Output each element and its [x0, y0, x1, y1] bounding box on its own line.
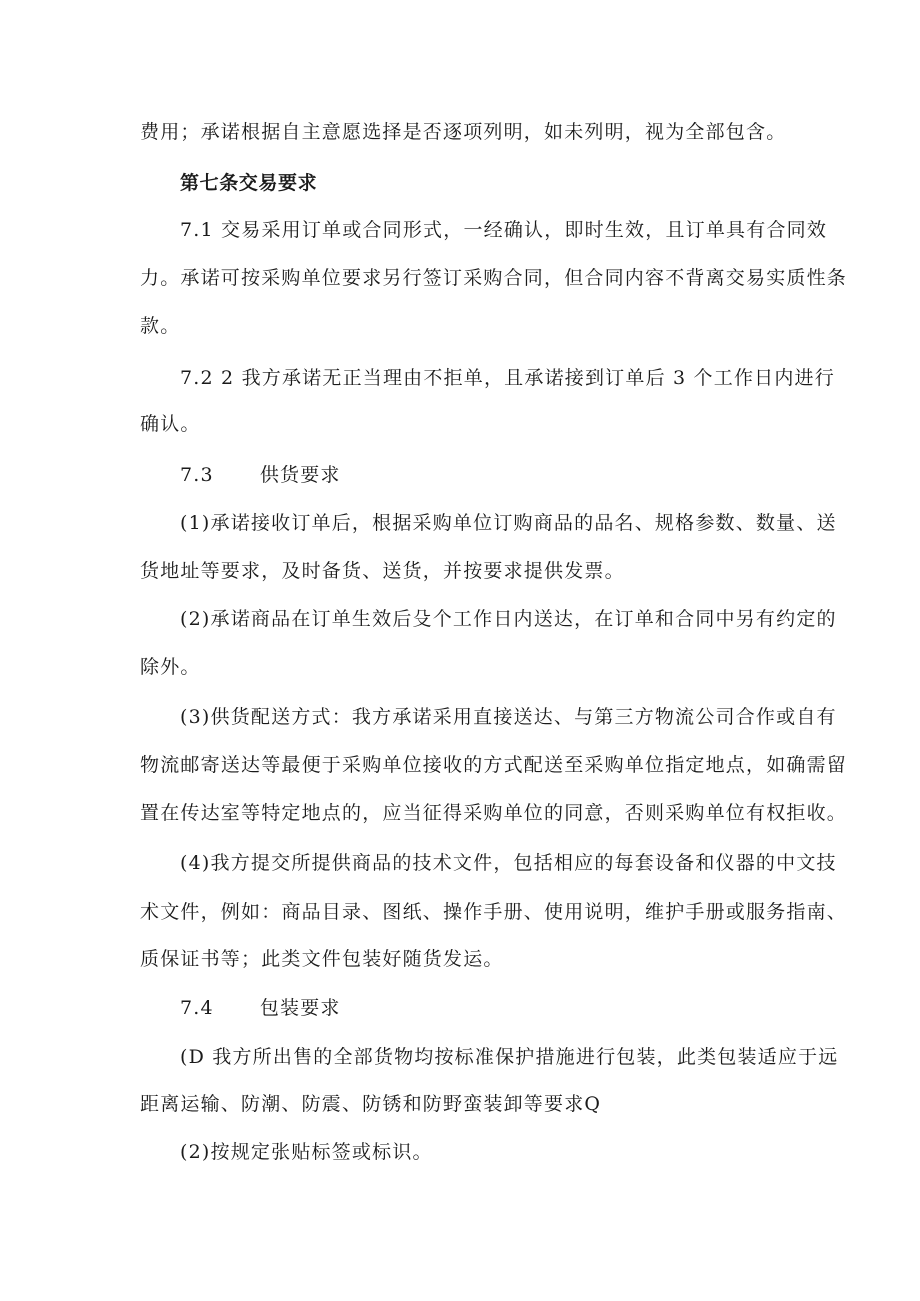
- list-item-line: 质保证书等；此类文件包装好随货发运。: [140, 948, 504, 970]
- section-number: 7.3: [180, 464, 214, 486]
- section-7-2-line: 7.2 2 我方承诺无正当理由不拒单，且承诺接到订单后 3 个工作日内进行: [180, 367, 835, 389]
- list-item-line: 货地址等要求，及时备货、送货，并按要求提供发票。: [140, 560, 625, 582]
- list-item-line: (D 我方所出售的全部货物均按标准保护措施进行包装，此类包装适应于远: [180, 1046, 839, 1068]
- list-item-line: (2)按规定张贴标签或标识。: [180, 1141, 433, 1163]
- section-7-3-heading: [180, 462, 341, 488]
- paragraph-line: 费用；承诺根据自主意愿选择是否逐项列明，如未列明，视为全部包含。: [140, 121, 787, 143]
- list-item-line: 术文件，例如：商品目录、图纸、操作手册、使用说明，维护手册或服务指南、: [140, 901, 848, 923]
- section-7-4-heading: [180, 995, 341, 1021]
- list-item-line: 距离运输、防潮、防震、防锈和防野蛮装卸等要求Q: [140, 1093, 602, 1115]
- list-item-line: (2)承诺商品在订单生效后殳个工作日内送达，在订单和合同中另有约定的: [180, 608, 837, 630]
- list-item-line: (3)供货配送方式：我方承诺采用直接送达、与第三方物流公司合作或自有: [180, 706, 837, 728]
- list-item-line: (4)我方提交所提供商品的技术文件，包括相应的每套设备和仪器的中文技: [180, 852, 837, 874]
- section-7-1-line: 款。: [140, 315, 181, 337]
- section-title: 供货要求: [259, 464, 341, 486]
- section-7-2-line: 确认。: [140, 413, 201, 435]
- section-title: 包装要求: [259, 997, 341, 1019]
- list-item-line: 物流邮寄送达等最便于采购单位接收的方式配送至采购单位指定地点，如确需留: [140, 754, 848, 776]
- article-7-heading: 第七条交易要求: [180, 172, 318, 194]
- list-item-line: 除外。: [140, 656, 201, 678]
- section-7-1-line: 力。承诺可按采购单位要求另行签订采购合同，但合同内容不背离交易实质性条: [140, 267, 848, 289]
- section-7-1-line: 7.1 交易采用订单或合同形式，一经确认，即时生效，且订单具有合同效: [180, 219, 828, 241]
- section-number: 7.4: [180, 997, 214, 1019]
- list-item-line: 置在传达室等特定地点的，应当征得采购单位的同意，否则采购单位有权拒收。: [140, 802, 848, 824]
- list-item-line: (1)承诺接收订单后，根据采购单位订购商品的品名、规格参数、数量、送: [180, 512, 837, 534]
